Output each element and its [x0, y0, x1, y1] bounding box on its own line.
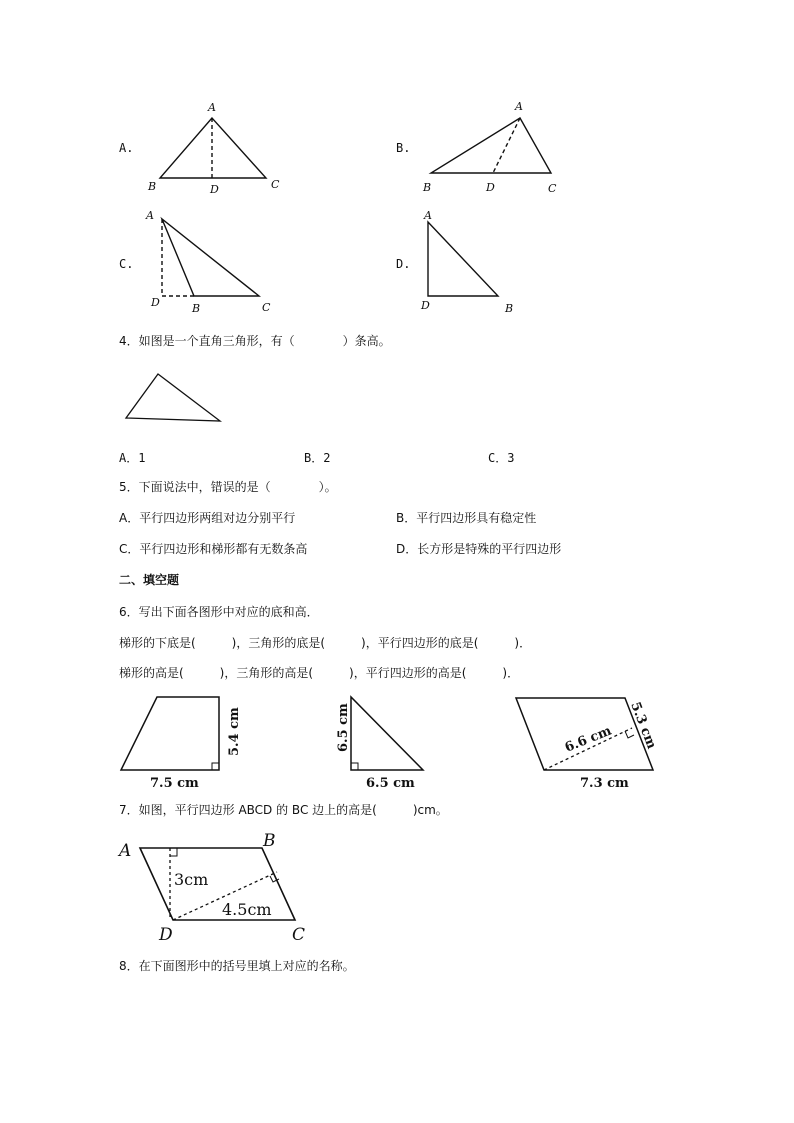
label-d: D	[210, 183, 219, 196]
q5-option-a: A．平行四边形两组对边分别平行	[119, 511, 296, 525]
label-d: D	[421, 299, 430, 312]
q8-stem: 8．在下面图形中的括号里填上对应的名称。	[119, 959, 355, 973]
q4-option-c: C．3	[488, 451, 515, 465]
parallelogram-side-label: 5.3 cm	[627, 700, 659, 752]
triangle-base-label: 6.5 cm	[366, 776, 415, 791]
label-a: A	[515, 100, 523, 113]
parallelogram-height-label: 6.6 cm	[562, 723, 614, 756]
q7-height-4-5cm: 4.5cm	[222, 900, 272, 919]
label-c: C	[548, 182, 557, 195]
q5-option-b: B．平行四边形具有稳定性	[396, 511, 537, 525]
trapezoid-height-label: 5.4 cm	[227, 707, 242, 756]
section-title: 二、填空题	[119, 573, 180, 587]
q5-option-d: D．长方形是特殊的平行四边形	[396, 542, 562, 556]
triangle-height-label: 6.5 cm	[336, 703, 351, 752]
q7-label-a: A	[119, 841, 132, 861]
q7-height-3cm: 3cm	[174, 870, 209, 889]
q4-stem: 4．如图是一个直角三角形，有（ ）条高。	[119, 334, 391, 348]
q7-label-b: B	[263, 831, 276, 851]
label-c: C	[271, 178, 280, 191]
q7-label-d: D	[159, 925, 173, 945]
q4-option-b: B．2	[304, 451, 331, 465]
label-a: A	[146, 209, 154, 222]
q6-stem: 6．写出下面各图形中对应的底和高．	[119, 605, 319, 619]
q6-line2: 梯形的高是( )，三角形的高是( )，平行四边形的高是( )．	[119, 666, 520, 680]
q7-stem: 7．如图，平行四边形 ABCD 的 BC 边上的高是( )cm。	[119, 803, 448, 817]
label-b: B	[148, 180, 157, 193]
option-b-letter: B.	[396, 141, 411, 155]
label-a: A	[424, 209, 432, 222]
option-a-letter: A.	[119, 141, 134, 155]
label-d: D	[151, 296, 160, 309]
parallelogram-base-label: 7.3 cm	[580, 776, 629, 791]
trapezoid-base-label: 7.5 cm	[150, 776, 199, 791]
label-d: D	[486, 181, 495, 194]
label-c: C	[262, 301, 271, 314]
label-a: A	[208, 101, 216, 114]
q7-label-c: C	[292, 925, 306, 945]
label-b: B	[192, 302, 201, 315]
label-b: B	[505, 302, 514, 315]
label-b: B	[423, 181, 432, 194]
q5-option-c: C．平行四边形和梯形都有无数条高	[119, 542, 308, 556]
q5-stem: 5．下面说法中，错误的是（ ）。	[119, 480, 337, 494]
option-c-letter: C.	[119, 257, 134, 271]
q4-option-a: A．1	[119, 451, 146, 465]
q6-line1: 梯形的下底是( )，三角形的底是( )，平行四边形的底是( )．	[119, 636, 532, 650]
option-d-letter: D.	[396, 257, 411, 271]
